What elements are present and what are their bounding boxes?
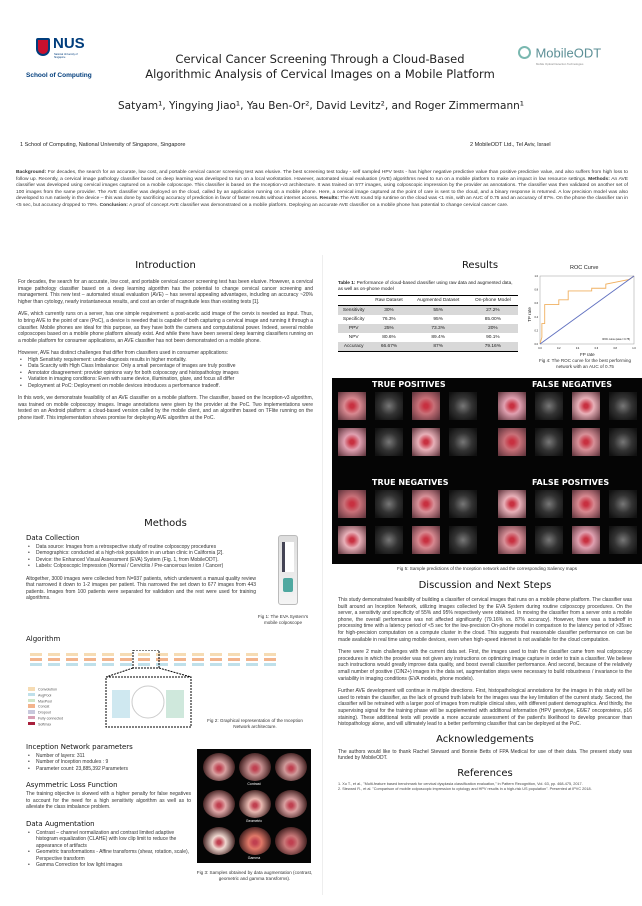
cervix-image (412, 526, 440, 554)
references-heading: References (457, 767, 513, 779)
list-item: • Device: the Enhanced Visual Assessment (EVA) System (Fig. 1, from MobileODT). (26, 557, 262, 563)
table-cell: 55% (409, 306, 468, 316)
abstract-background: For decades, the search for an accurate, low cost, and portable cervical cancer screening test was elusive. The best screening test today - self sampled HPV tests - has higher negative predictive value than positive predictive value, and also suffers from high loss to follow up. Recently, a cervical image pathology classifier based on deep learning was developed to run on a local workstation. However, automated visual evaluation (AVE) algorithms need to run on a mobile platform to make an impact in low resource settings. (16, 170, 628, 182)
prediction-group-label: TRUE POSITIVES (372, 380, 446, 389)
table-cell: 27.2% (468, 306, 518, 316)
roc-chart (530, 272, 638, 352)
network-layer-block (102, 658, 114, 661)
saliency-map-image (609, 526, 637, 554)
list-item: • Variation in imaging conditions: Even with same device, illumination, glare, and focus all differ (18, 376, 313, 382)
table-row (338, 306, 518, 316)
network-layer-block (210, 658, 222, 661)
list-item: • Demographics: conducted at a high-risk population in an urban clinic in California [2]. (26, 550, 262, 556)
list-item: • Annotator disagreement: provider opinions vary for both colposcopy and histopathology images (18, 370, 313, 376)
fig1-caption: Fig 1: The EVA System's mobile colposcope (257, 614, 309, 625)
x-tick-label: 0.8 (613, 347, 617, 350)
network-layer-block (210, 663, 222, 666)
mobileodt-tagline: Mobile Optical Detection Technologies (536, 62, 584, 66)
y-tick-label: 1.0 (534, 275, 538, 278)
title-line-1: Cervical Cancer Screening Through a Cloud-Based (175, 52, 465, 66)
nus-crest-icon (36, 38, 50, 56)
network-layer-block (264, 663, 276, 666)
legend-label: Softmax (38, 722, 52, 727)
table-cell: 73.3% (409, 324, 468, 333)
nus-wordmark: NUS (53, 35, 85, 52)
acknowledgements-text: The authors would like to thank Rachel Steward and Bonnie Betts of FPA Medical for use of their data. The present study was funded by MobileODT. (338, 748, 632, 762)
legend-swatch (28, 704, 35, 708)
legend-swatch (28, 710, 35, 714)
network-layer-block (156, 658, 168, 661)
list-item: • Parameter count: 23,885,392 Parameters (26, 766, 191, 772)
network-layer-block (66, 663, 78, 666)
table-caption-text: Performance of cloud-based classifier using raw data and augmented data, as well as on-phone model (338, 280, 513, 291)
table-cell: 25% (369, 324, 408, 333)
augmentation-label: Geometric (245, 819, 263, 823)
discussion-heading: Discussion and Next Steps (418, 580, 552, 591)
discussion-paragraph-2: There were 2 main challenges with the current data set. First, the images used to train the classifier came from real colposcopy procedures in which the provider was not given any instructions on optimizing image capture in order to train a classifier. We believe such instructions would greatly improve data quality, and boost overall classifier performance. And second, because of the relatively small number of positive (CIN2+) images in the data set, augmentation steps were necessary to build robustness / invariance to the variability in imaging conditions (EVA models, phone models). (338, 649, 632, 682)
table-cell: 20% (468, 324, 518, 333)
table-cell: Sensitivity (338, 306, 369, 316)
abstract-methods-label: Methods: (586, 176, 610, 182)
network-layer-block (246, 658, 258, 661)
network-layer-block (138, 658, 150, 661)
saliency-map-image (609, 490, 637, 518)
performance-table (338, 295, 518, 352)
saliency-map-image (535, 428, 563, 456)
abstract-results-label: Results: (318, 196, 339, 201)
nus-subtitle: National University of Singapore (54, 53, 78, 59)
mobileodt-wordmark: MobileODT (535, 45, 602, 61)
results-table-block (338, 280, 518, 352)
table-row (338, 315, 518, 324)
list-item: • Number of Inception modules : 9 (26, 759, 191, 765)
table-cell: 66.67% (369, 342, 408, 352)
augmented-sample-image (275, 790, 307, 818)
augmentation-label: Contrast (247, 782, 261, 786)
x-tick-label: 1.0 (632, 347, 636, 350)
network-layer-block (84, 663, 96, 666)
fig2-caption: Fig 2: Graphical representation of the Inception Network architecture. (207, 718, 303, 729)
network-layer-block (228, 653, 240, 656)
fig5-caption: Fig 5: Sample predictions of the Inception network and the corresponding Saliency maps (396, 566, 578, 571)
data-collection-section (26, 534, 262, 602)
roc-legend: ROC curve (area = 0.75) (602, 338, 630, 341)
acknowledgements-heading: Acknowledgements (436, 733, 534, 745)
saliency-map-image (375, 526, 403, 554)
saliency-map-image (535, 490, 563, 518)
eva-device-image (278, 535, 298, 605)
abstract (16, 170, 628, 209)
title-line-2: Algorithmic Analysis of Cervical Images on a Mobile Platform (145, 67, 495, 81)
table-header (338, 296, 369, 306)
augmented-sample-image (203, 827, 235, 855)
augmented-sample-image (275, 753, 307, 781)
discussion-paragraph-3: Further AVE development will continue in multiple directions. First, histopathological annotations for the images in this study will be used to retrain the classifier, as the lack of ground truth labels for the images was the key limitation of the current study. Second, the classifier will be retrained with a larger pool of images from multiple clinical sites, with different patient demographics. And thirdly, the supervising signal for the training phase will be supplemented with additional information (HPV genotype, E6/E7 oncoproteins, p16 staining). These additional tests will provide a more accurate assessment of the patient's likelihood to develop precancer than histopathology alone, and will ultimately lead to a better performing classifier that can be deployed at the PoC. (338, 688, 632, 728)
fig4-caption: Fig 4: The ROC curve for the best performing network with an AUC of 0.75 (538, 358, 632, 369)
methods-heading: Methods (144, 518, 187, 529)
list-item: • Contrast – channel normalization and contrast limited adaptive histogram equalization (CLAHE) with low clip limit to reduce the appearance of artifacts (26, 830, 191, 849)
network-layer-block (264, 658, 276, 661)
table-cell: 79.16% (468, 342, 518, 352)
saliency-map-image (535, 392, 563, 420)
list-item: • Geometric transformations - Affine transforms (shear, rotation, scale), Perspective transform (26, 849, 191, 862)
chance-line (540, 276, 634, 344)
cervix-image (498, 526, 526, 554)
school-of-computing: School of Computing (26, 72, 92, 79)
poster-title (130, 52, 510, 82)
table-cell: 95% (433, 317, 443, 322)
intro-paragraph-3: However, AVE has distinct challenges that differ from classifiers used in consumer applications: (18, 350, 229, 357)
network-layer-block (102, 653, 114, 656)
table-cell: 80.6% (382, 335, 396, 340)
nus-logo (28, 32, 108, 87)
cervix-image (498, 392, 526, 420)
augmented-sample-image (239, 827, 271, 855)
table-cell: Accuracy (338, 342, 369, 352)
table-cell: NPV (348, 335, 359, 340)
y-tick-label: 0.8 (534, 288, 538, 292)
network-layer-block (120, 663, 132, 666)
legend-item (28, 722, 63, 728)
network-layer-block (48, 658, 60, 661)
data-collection-heading: Data Collection (26, 534, 80, 542)
saliency-predictions-figure (332, 378, 642, 564)
legend-label: Dropout (38, 710, 51, 715)
fig3-caption: Fig 3: Samples obtained by data augmentation (contrast, geometric and gamma transforms). (196, 870, 313, 881)
cervix-image (412, 490, 440, 518)
column-divider (322, 255, 323, 895)
abstract-background-label: Background: (16, 170, 47, 175)
network-layer-block (174, 653, 186, 656)
saliency-map-image (449, 490, 477, 518)
algorithm-heading: Algorithm (26, 635, 61, 643)
table-cell: 30% (369, 306, 408, 316)
augmented-sample-image (203, 753, 235, 781)
discussion-paragraph-1: This study demonstrated feasibility of building a classifier of cervical images that runs on a mobile phone platform. The classifier was built around an Inception Network, utilizing images collected by the EVA System during routine colposcopy procedures. On the server, a sensitivity and specificity of 55% and 95% respectively were obtained. In moving the classifier from a server onto a mobile phone, the overall performance was not affected significantly (79.16% vs. 87% accuracy). However, there was a tradeoff in processing time with a latency period of <5 sec for the low-precision On-phone model in comparison to the latency period of >35sec for high-precision computation on a compute cluster in the cloud. This suggests that reasonable classifier performance on can be made available in real time using mobile devices, even when high-speed internet is not available for the cloud computation. (338, 597, 632, 643)
network-layer-block (138, 653, 150, 656)
y-tick-label: 0.0 (534, 343, 538, 346)
data-collection-text: Altogether, 3000 images were collected from N=937 patients, which underwent a manual quality review that narrowed it down to 1-2 images per patient. This narrowed the set down to 677 images from 443 patients. Images from 100 patients were separated for validation and the rest were used for training algorithms. (26, 575, 256, 602)
list-item: • Labels: Colposcopic Impression (Normal / Cervicitis / Pre-cancerous lesion / Cancer) (26, 563, 262, 569)
network-layer-block (84, 653, 96, 656)
network-layer-block (48, 663, 60, 666)
network-layer-block (210, 653, 222, 656)
network-layer-block (228, 658, 240, 661)
prediction-group-label: FALSE NEGATIVES (532, 380, 612, 389)
intro-paragraph-1: For decades, the search for an accurate, low cost, and portable cervical cancer screening test has been elusive. However, a cervical image pathology classifier based on a deep learning algorithm has the potential to change cervical cancer screening and management. This new test – automated visual evaluation (AVE) – has several appealing advantages, including an accuracy ~20% higher than cytology, nearly instantaneous results, and cost an order of magnitude less than existing tests [1]. (18, 279, 313, 305)
abstract-conclusion: A proof of concept AVE classifier was demonstrated on a mobile platform. Deploying an accurate AVE classifier on a mobile phone has potential to change cervical cancer care. (127, 202, 509, 208)
introduction-heading: Introduction (135, 260, 196, 271)
roc-ylabel: TP rate (526, 307, 532, 322)
network-layer-block (30, 653, 42, 656)
augmented-sample-image (203, 790, 235, 818)
table-row (338, 324, 518, 333)
network-layer-block (102, 663, 114, 666)
cervix-image (572, 428, 600, 456)
roc-xlabel: FP rate (580, 352, 595, 357)
abstract-results: The AVE round trip runtime on the cloud was <1 min, with an AUC of 0.75 and an accuracy of 87%. On the phone the classifier ran in <5 sec, but accuracy dropped to 79%. (16, 196, 629, 208)
intro-challenges-list (18, 357, 313, 389)
augmented-sample-image (239, 790, 271, 818)
list-item: • Deployment at PoC: Deployment on mobile devices introduces a performance tradeoff. (18, 383, 313, 389)
network-layer-block (66, 653, 78, 656)
roc-title: ROC Curve (570, 265, 599, 271)
abstract-conclusion-label: Conclusion: (98, 202, 128, 208)
discussion-section (338, 580, 632, 792)
x-tick-label: 0.0 (538, 347, 542, 350)
legend-swatch (28, 687, 35, 691)
legend-label: Concat (38, 704, 50, 709)
network-layer-block (174, 658, 186, 661)
y-tick-label: 0.4 (534, 315, 538, 319)
saliency-map-image (449, 526, 477, 554)
cervix-image (338, 526, 366, 554)
x-tick-label: 0.2 (557, 347, 561, 350)
saliency-map-image (375, 428, 403, 456)
network-layer-block (48, 653, 60, 656)
table-cell: PPV (338, 324, 369, 333)
cervix-image (338, 428, 366, 456)
y-tick-label: 0.2 (534, 329, 538, 333)
saliency-map-image (449, 428, 477, 456)
cervix-image (498, 428, 526, 456)
introduction-section (18, 260, 313, 427)
network-layer-block (174, 663, 186, 666)
network-layer-block (120, 658, 132, 661)
list-item: • Data Scarcity with High Class Imbalance: Only a small percentage of images are truly positive (18, 363, 313, 369)
authors: Satyam¹, Yingying Jiao¹, Yau Ben-Or², David Levitz², and Roger Zimmermann¹ (118, 100, 524, 112)
network-layer-block (66, 658, 78, 661)
legend-swatch (28, 693, 35, 697)
table-caption (338, 280, 518, 292)
augmented-sample-image (275, 827, 307, 855)
network-layer-block (192, 658, 204, 661)
x-tick-label: 0.4 (575, 347, 580, 350)
cervix-image (412, 428, 440, 456)
inception-params-section (26, 743, 191, 868)
network-layer-block (264, 653, 276, 656)
prediction-group-label: FALSE POSITIVES (532, 478, 610, 487)
asymmetric-loss-text: The training objective is skewed with a higher penalty for false negatives to account for the need for a high sensitivity algorithm as well as to alleviate the class imbalance problem. (26, 791, 191, 811)
x-tick-label: 0.6 (594, 347, 599, 350)
augmentation-samples-figure (197, 749, 311, 863)
table-header: Augmented Dataset (416, 298, 460, 303)
network-layer-block (120, 653, 132, 656)
table-cell: 89.4% (431, 335, 445, 340)
table-header: On-phone Model (475, 298, 511, 303)
data-augmentation-heading: Data Augmentation (26, 820, 95, 828)
network-layer-block (192, 663, 204, 666)
mobileodt-swirl-icon (518, 46, 531, 59)
intro-paragraph-4: In this work, we demonstrate feasibility of an AVE classifier on a mobile platform. The classifier, based on the Inception-v3 algorithm, was trained on mobile colposcopy images. Image annotations were given by the provider at the PoC. Two implementations were tested on an Android platform: a cloud-based version called by the mobile client, and an algorithm based on TFlite running on the phone itself. This implementation shows promise for deploying AVE algorithm at the PoC. (18, 394, 313, 421)
table-cell: 85.00% (484, 317, 501, 322)
cervix-image (412, 392, 440, 420)
affiliation-1: 1 School of Computing, National University of Singapore, Singapore (20, 142, 186, 148)
algorithm-legend (28, 687, 63, 728)
table-cell: 76.3% (382, 317, 396, 322)
abstract-methods: An AVE classifier was developed using cervical images captured on a mobile colposcope. This classifier is based on the Inception-v3 architecture. It was trained on 577 images, using colposcopic impression by the provider as annotations. The classifier was then validated on another set of 100 images from the same provider. The AVE classifier was deployed on the cloud, called by an application running on a mobile phone. Here, a cervical image captured at the point of care is sent to the cloud, and a binary response is returned. A low precision model was also developed to run natively in the device – this was done by sacrificing accuracy of prediction in favor of faster results without internet access. (16, 176, 628, 201)
saliency-map-image (609, 428, 637, 456)
affiliation-2: 2 MobileODT Ltd., Tel Aviv, Israel (470, 142, 551, 148)
table-row (338, 333, 518, 342)
asymmetric-loss-heading: Asymmetric Loss Function (26, 781, 118, 790)
augmentation-label: Gamma (247, 856, 261, 860)
table-caption-label: Table 1: (338, 280, 356, 285)
cervix-image (498, 490, 526, 518)
legend-label: Convolution (38, 687, 57, 692)
table-row (338, 342, 518, 352)
network-layer-block (246, 653, 258, 656)
legend-label: MaxPool (38, 699, 52, 704)
cervix-image (572, 392, 600, 420)
table-header: Raw Dataset (375, 298, 403, 303)
network-layer-block (138, 663, 150, 666)
prediction-group-label: TRUE NEGATIVES (372, 478, 449, 487)
saliency-map-image (375, 392, 403, 420)
cervix-image (572, 490, 600, 518)
network-layer-block (84, 658, 96, 661)
legend-label: AvgPool (38, 693, 52, 698)
cervix-image (338, 490, 366, 518)
table-cell: Specificity (342, 317, 365, 322)
inception-params-heading: Inception Network parameters (26, 743, 133, 751)
intro-paragraph-2: AVE, which currently runs on a server, has one simple requirement: a post-acetic acid image of the cervix is needed as input. Thus, to bring AVE to the point of care (PoC), a device is needed that is capable of both capturing a cervical image and running it through a classifier. Mobile phones are ideal for this purpose, as they have both the camera and computational power. Indeed, several mobile colposcopes based on a mobile phone platform already exist. And while there have been several deep learning classifiers running on a mobile platform for consumer applications, an AVE classifier has not been demonstrated on a mobile phone. (18, 311, 313, 344)
network-layer-block (192, 653, 204, 656)
network-layer-block (228, 663, 240, 666)
legend-label: Fully connected (38, 716, 64, 721)
legend-swatch (28, 716, 35, 720)
reference-item: 1. Xu T., et al., "Multi-feature based benchmark for cervical dysplasia classification evaluation," in Pattern Recognition, Vol. 63, pp. 468-475, 2017. (338, 781, 583, 786)
network-layer-block (156, 663, 168, 666)
cervix-image (572, 526, 600, 554)
list-item: • High Sensitivity requirement: under-diagnosis results in higher mortality. (18, 357, 313, 363)
y-tick-label: 0.6 (534, 302, 538, 306)
network-layer-block (156, 653, 168, 656)
reference-item: 2. Steward R., et al. "Comparison of mobile colposcopic impression to cytology and HPV results in a high-risk US population". Presented at IPVC 2018. (338, 786, 592, 791)
cervix-image (338, 392, 366, 420)
augmented-sample-image (239, 753, 271, 781)
table-cell: 87% (409, 342, 468, 352)
saliency-map-image (609, 392, 637, 420)
network-layer-block (246, 663, 258, 666)
list-item: • Gamma Correction for low light images (26, 862, 191, 868)
network-layer-block (30, 658, 42, 661)
results-heading: Results (461, 260, 499, 271)
saliency-map-image (535, 526, 563, 554)
list-item: • Data source: Images from a retrospective study of routine colposcopy procedures (26, 544, 262, 550)
legend-swatch (28, 699, 35, 703)
network-layer-block (30, 663, 42, 666)
legend-swatch (28, 722, 35, 726)
saliency-map-image (449, 392, 477, 420)
mobileodt-logo (518, 44, 638, 66)
table-cell: 90.1% (486, 335, 500, 340)
saliency-map-image (375, 490, 403, 518)
list-item: • Number of layers: 311 (26, 753, 191, 759)
